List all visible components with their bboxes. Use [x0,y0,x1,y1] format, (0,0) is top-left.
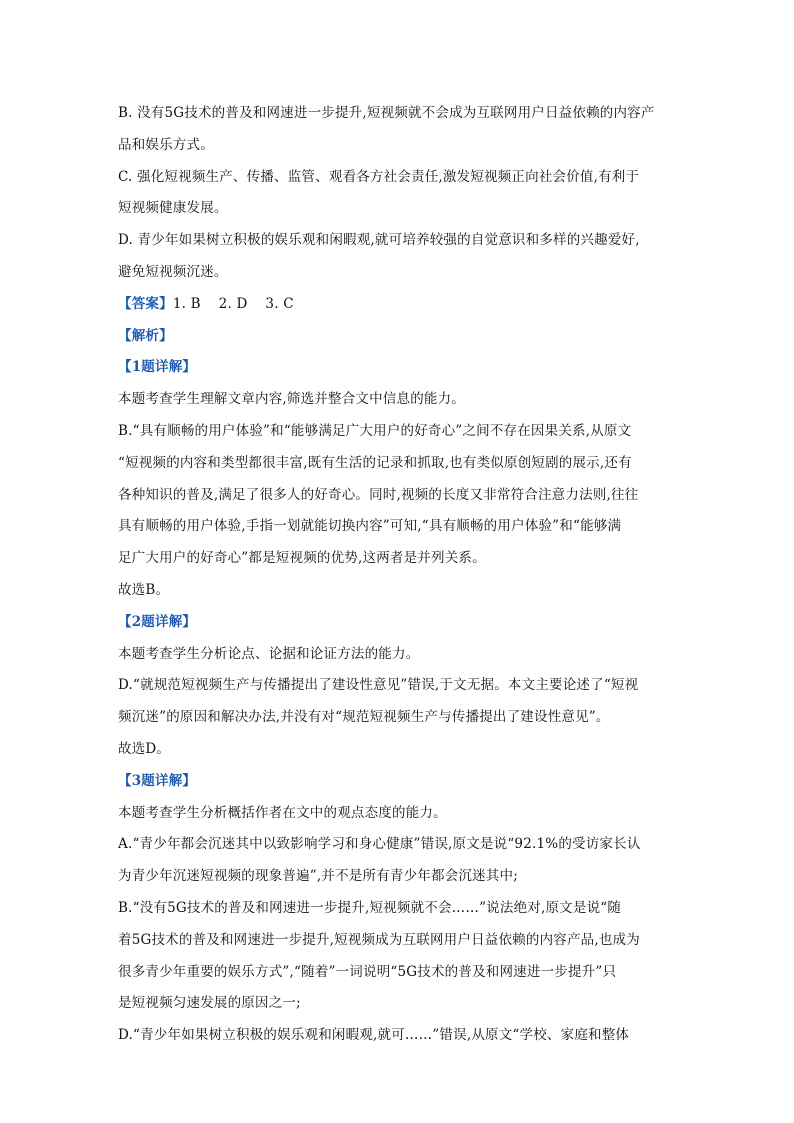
text-line: 故选D。 [118,740,171,757]
text-line: 具有顺畅的用户体验,手指一划就能切换内容”可知,“具有顺畅的用户体验”和“能够满 [118,518,622,535]
q3-label: 【3题详解】 [118,772,197,789]
text-line: 为青少年沉迷短视频的现象普遍”,并不是所有青少年都会沉迷其中; [118,868,518,885]
text-line: B. 没有5G技术的普及和网速进一步提升,短视频就不会成为互联网用户日益依赖的内容产 [118,105,655,121]
q2-label: 【2题详解】 [118,613,197,630]
text-line: “短视频的内容和类型都很丰富,既有生活的记录和抓取,也有类似原创短剧的展示,还有 [118,454,632,471]
text-line: D.“就规范短视频生产与传播提出了建设性意见”错误,于文无据。本文主要论述了“短视 [118,677,639,694]
q1-heading [118,352,678,384]
q1-label: 【1题详解】 [118,359,197,376]
document-page [118,98,678,1052]
text-line: 避免短视频沉迷。 [118,263,228,280]
text-line: 品和娱乐方式。 [118,136,214,153]
q2-heading [118,607,678,639]
text-line: B.“具有顺畅的用户体验”和“能够满足广大用户的好奇心”之间不存在因果关系,从原文 [118,422,632,439]
text-line: 本题考查学生分析概括作者在文中的观点态度的能力。 [118,804,447,821]
text-line: 足广大用户的好奇心”都是短视频的优势,这两者是并列关系。 [118,550,486,567]
text-line: 各种知识的普及,满足了很多人的好奇心。同时,视频的长度又非常符合注意力法则,往往 [118,486,639,503]
text-line: 故选B。 [118,581,170,598]
text-line: 频沉迷”的原因和解决办法,并没有对“规范短视频生产与传播提出了建设性意见”。 [118,709,610,726]
answer-label: 【答案】 [118,295,173,312]
answer-line [118,289,678,321]
q3-heading [118,766,678,798]
text-line: 本题考查学生理解文章内容,筛选并整合文中信息的能力。 [118,391,465,408]
text-line: B.“没有5G技术的普及和网速进一步提升,短视频就不会……”说法绝对,原文是说“随 [118,899,622,916]
text-line: 是短视频匀速发展的原因之一; [118,995,301,1012]
analysis-heading [118,321,678,353]
text-line: D.“青少年如果树立积极的娱乐观和闲暇观,就可……”错误,从原文“学校、家庭和整体 [118,1027,630,1044]
text-line: A.“青少年都会沉迷其中以致影响学习和身心健康”错误,原文是说“92.1%的受访家长认 [118,836,641,853]
text-line: 着5G技术的普及和网速进一步提升,短视频成为互联网用户日益依赖的内容产品,也成为 [118,931,640,948]
answer-text: 1. B 2. D 3. C [172,295,294,312]
text-line: C. 强化短视频生产、传播、监管、观看各方社会责任,激发短视频正向社会价值,有利于 [118,168,640,185]
text-line: 本题考查学生分析论点、论据和论证方法的能力。 [118,645,420,662]
text-line: 短视频健康发展。 [118,200,228,217]
analysis-label: 【解析】 [118,327,173,344]
text-line: D. 青少年如果树立积极的娱乐观和闲暇观,就可培养较强的自觉意识和多样的兴趣爱好, [118,232,640,249]
text-line: 很多青少年重要的娱乐方式”,“随着”一词说明“5G技术的普及和网速进一步提升”只 [118,963,617,980]
